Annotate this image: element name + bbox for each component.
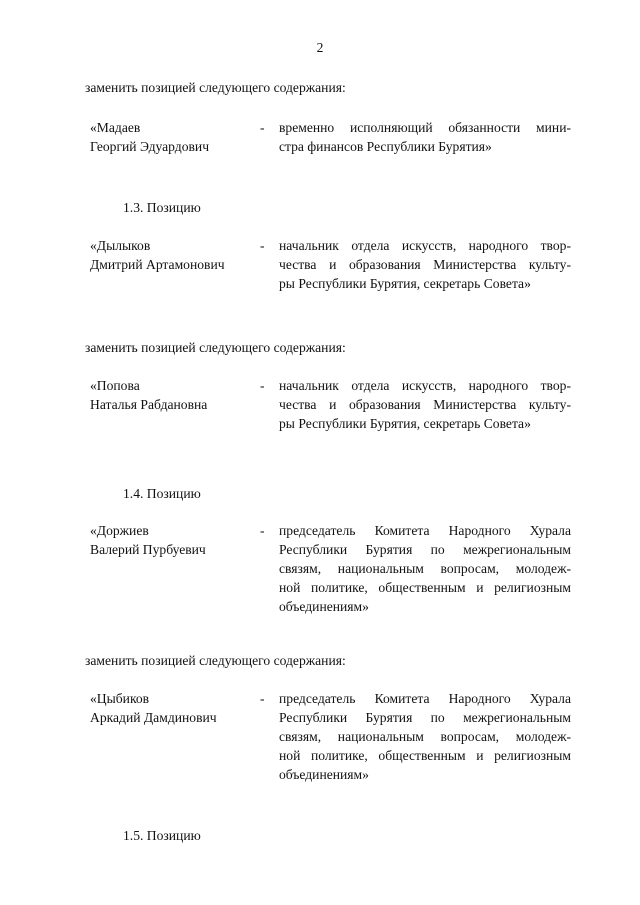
person-given-names: Валерий Пурбуевич (90, 542, 206, 557)
entry-dash: - (260, 120, 265, 135)
entry-dash: - (260, 523, 265, 538)
description-line: начальник отдела искусств, народного твор- (279, 378, 571, 393)
description-line: чества и образования Министерства культу- (279, 397, 571, 412)
position-entry-popova (90, 376, 575, 496)
person-surname: «Доржиев (90, 523, 149, 538)
replace-instruction-paragraph: заменить позицией следующего содержания: (85, 653, 346, 668)
description-line: связям, национальным вопросам, молодеж- (279, 561, 571, 576)
description-line: ры Республики Бурятия, секретарь Совета» (279, 276, 531, 291)
person-given-names: Георгий Эдуардович (90, 139, 210, 154)
person-given-names: Наталья Рабдановна (90, 397, 208, 412)
description-line: Республики Бурятия по межрегиональным (279, 542, 571, 557)
position-description (279, 376, 571, 433)
section-heading-1-3: 1.3. Позицию (123, 200, 201, 215)
section-heading-1-4: 1.4. Позицию (123, 486, 201, 501)
entry-dash: - (260, 691, 265, 706)
description-line: объединениям» (279, 599, 369, 614)
person-name (90, 376, 258, 414)
description-line: председатель Комитета Народного Хурала (279, 691, 571, 706)
position-description (279, 521, 571, 616)
description-line: ной политике, общественным и религиозным (279, 580, 571, 595)
description-line: связям, национальным вопросам, молодеж- (279, 729, 571, 744)
position-description (279, 689, 571, 784)
entry-dash: - (260, 378, 265, 393)
position-entry-madaev (90, 118, 575, 238)
replace-instruction-paragraph: заменить позицией следующего содержания: (85, 340, 346, 355)
description-line: Республики Бурятия по межрегиональным (279, 710, 571, 725)
person-surname: «Цыбиков (90, 691, 150, 706)
person-surname: «Попова (90, 378, 140, 393)
replace-instruction-paragraph: заменить позицией следующего содержания: (85, 80, 346, 95)
section-heading-1-5: 1.5. Позицию (123, 828, 201, 843)
position-entry-tsybikov (90, 689, 575, 809)
description-line: временно исполняющий обязанности мини- (279, 120, 571, 135)
position-description (279, 236, 571, 293)
person-surname: «Мадаев (90, 120, 141, 135)
position-entry-dorzhiev (90, 521, 575, 641)
description-line: председатель Комитета Народного Хурала (279, 523, 571, 538)
description-line: чества и образования Министерства культу- (279, 257, 571, 272)
entry-dash: - (260, 238, 265, 253)
page-number: 2 (316, 40, 324, 55)
description-line: начальник отдела искусств, народного твор- (279, 238, 571, 253)
position-description (279, 118, 571, 156)
description-line: объединениям» (279, 767, 369, 782)
person-given-names: Аркадий Дамдинович (90, 710, 217, 725)
person-surname: «Дылыков (90, 238, 151, 253)
person-name (90, 118, 258, 156)
description-line: стра финансов Республики Бурятия» (279, 139, 492, 154)
person-name (90, 689, 258, 727)
description-line: ной политике, общественным и религиозным (279, 748, 571, 763)
person-name (90, 236, 258, 274)
description-line: ры Республики Бурятия, секретарь Совета» (279, 416, 531, 431)
person-given-names: Дмитрий Артамонович (90, 257, 225, 272)
person-name (90, 521, 258, 559)
